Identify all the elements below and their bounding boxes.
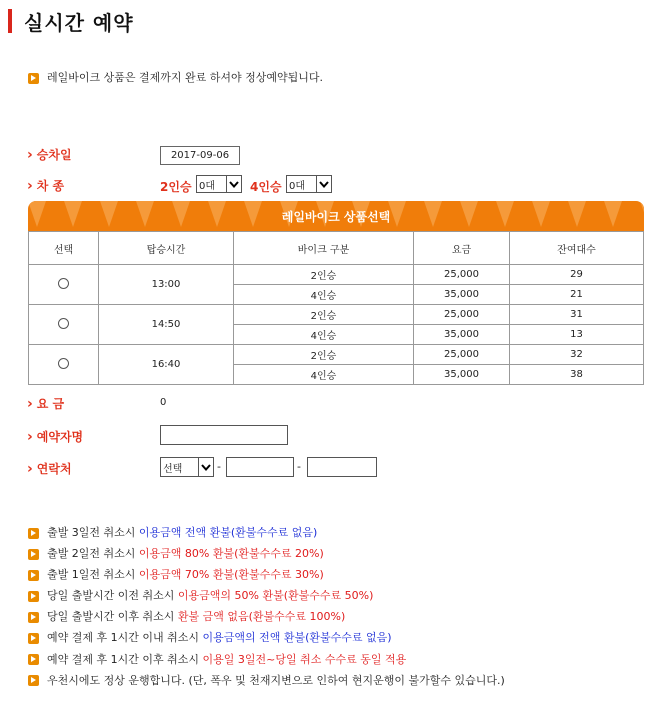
column-header: 탑승시간 (99, 232, 234, 265)
remaining-cell: 21 (510, 285, 644, 305)
chevron-down-icon (226, 176, 241, 192)
chevron-down-icon (316, 176, 331, 192)
bike-type-cell: 2인승 (234, 305, 414, 325)
remaining-cell: 38 (510, 365, 644, 385)
chevron-down-icon (198, 458, 213, 476)
policy-highlight: 이용금액 80% 환불(환불수수료 20%) (138, 547, 324, 561)
policy-text: 당일 출발시간 이후 취소시 (47, 610, 178, 624)
arrow-bullet-icon (28, 591, 39, 602)
page-header (8, 8, 134, 34)
policy-item (28, 670, 505, 691)
policy-item (28, 585, 505, 606)
column-header: 요금 (414, 232, 510, 265)
price-cell: 35,000 (414, 365, 510, 385)
policy-item (28, 564, 505, 585)
policy-text: 예약 결제 후 1시간 이후 취소시 (47, 652, 203, 666)
vehicle-type-label: › 차 종 (27, 177, 64, 194)
arrow-bullet-icon (28, 549, 39, 560)
policy-item (28, 606, 505, 627)
arrow-bullet-icon (28, 570, 39, 581)
time-radio-button[interactable] (58, 358, 69, 369)
product-table-header (28, 201, 644, 231)
select-cell (29, 345, 99, 385)
arrow-bullet-icon (28, 612, 39, 623)
table-header-row (29, 232, 644, 265)
remaining-cell: 29 (510, 265, 644, 285)
time-radio-button[interactable] (58, 318, 69, 329)
policy-highlight: 이용일 3일전~당일 취소 수수료 동일 적용 (202, 652, 407, 666)
policy-text: 우천시에도 정상 운행합니다. (단, 폭우 및 천재지변으로 인하여 현지운행이 불가할수 있습니다.) (47, 673, 505, 687)
phone-separator: - (217, 460, 221, 473)
price-cell: 25,000 (414, 345, 510, 365)
select-cell (29, 265, 99, 305)
four-seat-value: 0대 (289, 180, 306, 192)
column-header: 선택 (29, 232, 99, 265)
bike-type-cell: 2인승 (234, 345, 414, 365)
time-cell: 16:40 (99, 345, 234, 385)
phone-separator: - (297, 460, 301, 473)
two-seat-value: 0대 (199, 180, 216, 192)
remaining-cell: 31 (510, 305, 644, 325)
product-table (28, 231, 644, 385)
policy-text: 출발 3일전 취소시 (47, 526, 139, 539)
column-header: 잔여대수 (510, 232, 644, 265)
column-header: 바이크 구분 (234, 232, 414, 265)
remaining-cell: 13 (510, 325, 644, 345)
policy-highlight: 이용금액의 50% 환불(환불수수료 50%) (177, 589, 374, 603)
bike-type-cell: 4인승 (234, 365, 414, 385)
policy-text: 출발 2일전 취소시 (47, 547, 139, 561)
bike-type-cell: 2인승 (234, 265, 414, 285)
reserver-name-input[interactable] (160, 425, 288, 445)
four-seat-select[interactable] (286, 175, 332, 193)
contact-label: › 연락처 (27, 460, 72, 477)
price-cell: 35,000 (414, 285, 510, 305)
price-cell: 35,000 (414, 325, 510, 345)
phone-last-input[interactable] (307, 457, 377, 477)
date-label: › 승차일 (27, 146, 72, 163)
arrow-bullet-icon (28, 633, 39, 644)
policy-text: 당일 출발시간 이전 취소시 (47, 589, 178, 603)
arrow-bullet-icon (28, 654, 39, 665)
bike-type-cell: 4인승 (234, 285, 414, 305)
policy-item (28, 627, 505, 648)
policy-highlight: 이용금액 70% 환불(환불수수료 30%) (138, 568, 324, 582)
four-seat-label: 4인승 (250, 180, 282, 194)
page-title: 실시간 예약 (24, 10, 134, 35)
policy-item (28, 543, 505, 564)
time-cell: 14:50 (99, 305, 234, 345)
phone-prefix-select[interactable] (160, 457, 214, 477)
fee-label: › 요 금 (27, 395, 64, 412)
policy-text: 출발 1일전 취소시 (47, 568, 139, 582)
price-cell: 25,000 (414, 305, 510, 325)
policy-text: 예약 결제 후 1시간 이내 취소시 (47, 631, 203, 645)
price-cell: 25,000 (414, 265, 510, 285)
phone-prefix-value: 선택 (163, 463, 183, 475)
time-cell: 13:00 (99, 265, 234, 305)
date-field[interactable]: 2017-09-06 (160, 146, 240, 165)
two-seat-select[interactable] (196, 175, 242, 193)
notice-text: 레일바이크 상품은 결제까지 완료 하셔야 정상예약됩니다. (47, 71, 324, 84)
policy-item (28, 649, 505, 670)
title-accent-bar (8, 9, 12, 33)
arrow-bullet-icon (28, 73, 39, 84)
fee-value: 0 (160, 397, 167, 408)
table-row (29, 305, 644, 325)
policy-highlight: 이용금액의 전액 환불(환불수수료 없음) (202, 631, 392, 645)
policy-highlight: 이용금액 전액 환불(환불수수료 없음) (138, 526, 318, 539)
policy-item (28, 522, 505, 543)
table-row (29, 265, 644, 285)
product-table-title: 레일바이크 상품선택 (281, 209, 391, 224)
phone-middle-input[interactable] (226, 457, 294, 477)
bike-type-cell: 4인승 (234, 325, 414, 345)
cancellation-policy (28, 522, 505, 691)
name-label: › 예약자명 (27, 428, 83, 445)
two-seat-label: 2인승 (160, 180, 192, 194)
select-cell (29, 305, 99, 345)
remaining-cell: 32 (510, 345, 644, 365)
table-row (29, 345, 644, 365)
payment-notice (28, 69, 323, 85)
policy-highlight: 환불 금액 없음(환불수수료 100%) (177, 610, 346, 624)
time-radio-button[interactable] (58, 278, 69, 289)
arrow-bullet-icon (28, 528, 39, 539)
arrow-bullet-icon (28, 675, 39, 686)
